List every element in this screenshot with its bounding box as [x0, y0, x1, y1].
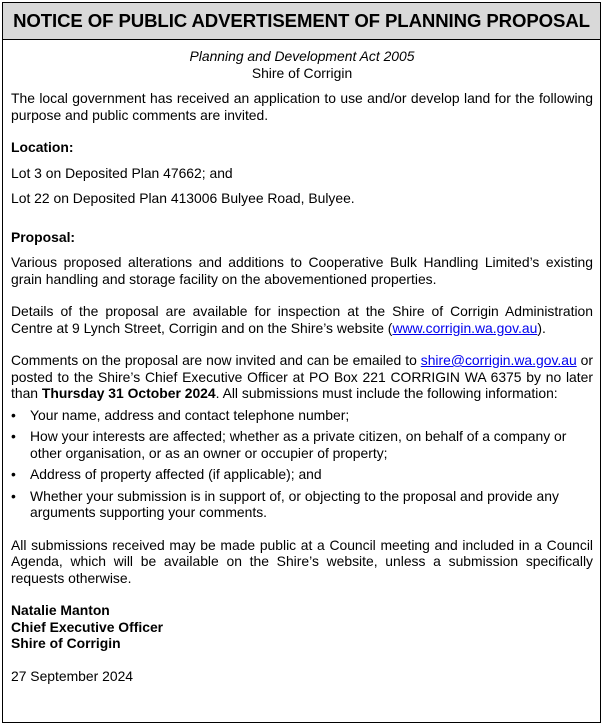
notice-body — [3, 40, 600, 684]
location-line-2: Lot 22 on Deposited Plan 413006 Bulyee Road, Bulyee. — [11, 190, 355, 206]
proposal-heading: Proposal: — [11, 228, 76, 245]
shire-name: Shire of Corrigin — [251, 64, 353, 81]
act-name: Planning and Development Act 2005 — [189, 48, 415, 64]
email-link[interactable]: shire@corrigin.wa.gov.au — [420, 352, 577, 368]
notice-title: NOTICE OF PUBLIC ADVERTISEMENT OF PLANNING PROPOSAL — [3, 3, 600, 40]
list-item — [11, 488, 593, 521]
list-item — [11, 428, 593, 461]
location-heading: Location: — [11, 139, 74, 155]
details-paragraph — [11, 303, 593, 336]
signatory-position: Chief Executive Officer — [11, 618, 164, 635]
details-close: ). — [537, 319, 546, 336]
signatory-organisation: Shire of Corrigin — [11, 635, 121, 651]
details-text: Details of the proposal are available for inspection at the Shire of Corrigin Administration Centre at 9 Lynch Street, Corrigin and on the Shire’s website ( — [11, 303, 593, 336]
requirements-list — [11, 407, 593, 521]
signatory-name: Natalie Manton — [11, 602, 110, 618]
list-item — [11, 407, 593, 424]
proposal-text: Various proposed alterations and additions to Cooperative Bulk Handling Limited’s existing grain handling and storage facility on the abovementioned properties. — [11, 254, 593, 287]
location-line-1: Lot 3 on Deposited Plan 47662; and — [11, 164, 233, 181]
public-note: All submissions received may be made public at a Council meeting and included in a Council Agenda, which will be available on the Shire’s website, unless a submission specifically requests otherwise. — [11, 536, 593, 586]
comments-text-1: Comments on the proposal are now invited and can be emailed to — [11, 352, 421, 368]
list-item-text: Whether your submission is in support of, or objecting to the proposal and provide any arguments supporting your comments. — [30, 487, 559, 520]
comments-text-3: . All submissions must include the following information: — [215, 385, 558, 401]
bullet-icon: • — [11, 406, 16, 423]
planning-notice — [2, 2, 601, 723]
list-item-text: How your interests are affected; whether as a private citizen, on behalf of a company or other organisation, or as an owner or occupier of property; — [30, 428, 567, 461]
website-link[interactable]: www.corrigin.wa.gov.au — [392, 319, 538, 336]
deadline-date: Thursday 31 October 2024 — [41, 385, 216, 401]
list-item — [11, 466, 593, 483]
comments-paragraph — [11, 352, 593, 402]
bullet-icon: • — [11, 428, 16, 444]
bullet-icon: • — [11, 466, 16, 482]
bullet-icon: • — [11, 487, 16, 504]
list-item-text: Address of property affected (if applicable); and — [30, 466, 322, 482]
intro-paragraph: The local government has received an application to use and/or develop land for the following purpose and public comments are invited. — [11, 90, 593, 123]
list-item-text: Your name, address and contact telephone number; — [30, 406, 350, 423]
notice-date: 27 September 2024 — [11, 667, 134, 684]
comments-text-2: or posted to the Shire’s Chief Executive Officer at PO Box 221 CORRIGIN WA 6375 by no later than — [11, 352, 593, 401]
